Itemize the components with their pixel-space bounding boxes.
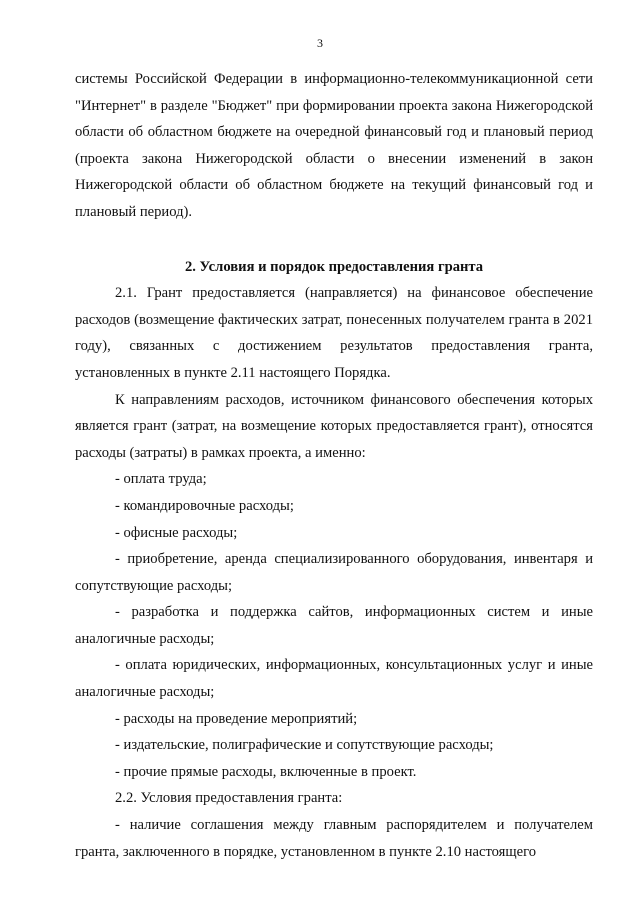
expense-item-other: - прочие прямые расходы, включенные в проект. (115, 763, 417, 780)
paragraph-2-1: 2.1. Грант предоставляется (направляется) на финансовое обеспечение расходов (возмещение фактических затрат, понесенных получателем гранта в 2021 году), связанных с достижением результатов предоставления гранта, установленных в пункте 2.11 настоящего Порядка. (75, 285, 593, 381)
expense-item-services: - оплата юридических, информационных, консультационных услуг и иные аналогичные расходы; (75, 657, 593, 701)
expense-item-office: - офисные расходы; (115, 524, 238, 541)
expense-item-events: - расходы на проведение мероприятий; (115, 710, 358, 727)
opening-paragraph: системы Российской Федерации в информационно-телекоммуникационной сети "Интернет" в разделе "Бюджет" при формировании проекта закона Нижегородской области об областном бюджете на очередной финансовый год и плановый период (проекта закона Нижегородской области о внесении изменений в закон Нижегородской области об областном бюджете на текущий финансовый год и плановый период). (75, 71, 593, 220)
expense-item-equipment: - приобретение, аренда специализированного оборудования, инвентаря и сопутствующие расходы; (75, 551, 593, 594)
expense-item-travel: - командировочные расходы; (115, 497, 294, 514)
page-number: 3 (317, 36, 323, 50)
paragraph-directions: К направлениям расходов, источником финансового обеспечения которых является грант (затрат, на возмещение которых предоставляется грант), относятся расходы (затраты) в рамках проекта, а именно: (75, 391, 593, 461)
expense-item-websites: - разработка и поддержка сайтов, информационных систем и иные аналогичные расходы; (75, 604, 593, 647)
expense-item-salary: - оплата труда; (115, 471, 207, 488)
paragraph-agreement: - наличие соглашения между главным распорядителем и получателем гранта, заключенного в порядке, установленном в пункте 2.10 настоящего (75, 817, 593, 860)
expense-item-publishing: - издательские, полиграфические и сопутствующие расходы; (115, 737, 494, 754)
section-heading: 2. Условия и порядок предоставления гранта (184, 258, 484, 275)
paragraph-2-2: 2.2. Условия предоставления гранта: (115, 790, 343, 807)
document-body (75, 66, 593, 865)
